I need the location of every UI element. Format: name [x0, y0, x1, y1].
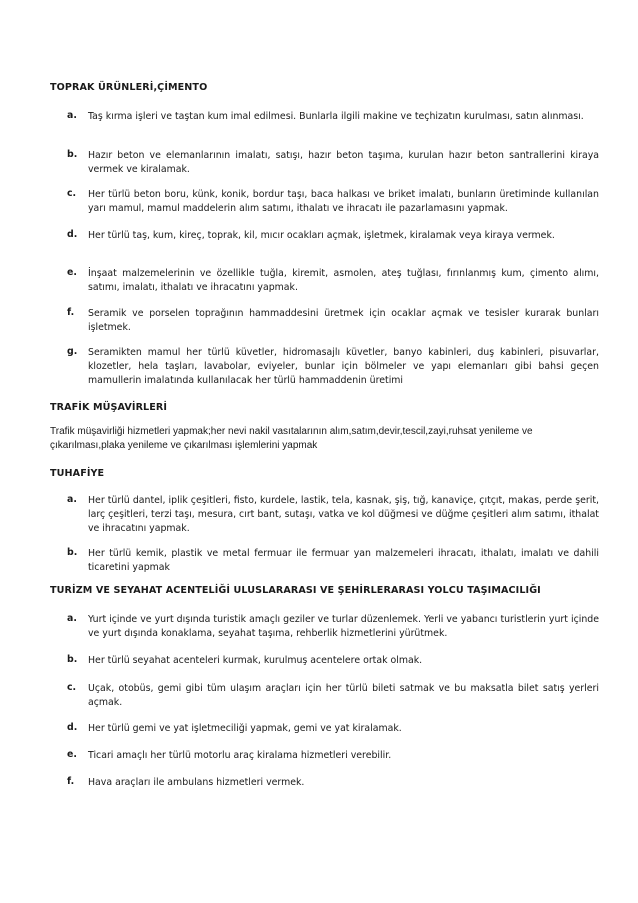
list-item	[67, 307, 599, 335]
list-item	[67, 229, 599, 243]
item-letter: f.	[67, 776, 75, 787]
section-heading-turizm: TURİZM VE SEYAHAT ACENTELİĞİ ULUSLARARASI VE ŞEHİRLERARASI YOLCU TAŞIMACILIĞI	[50, 585, 541, 596]
item-text: İnşaat malzemelerinin ve özellikle tuğla, kiremit, asmolen, ateş tuğlası, fırınlanmış kum, çimento alımı, satımı, imalatı, ithalatı ve ihracatını yapmak.	[88, 268, 599, 293]
list-item	[67, 654, 599, 668]
item-text: Her türlü seyahat acenteleri kurmak, kurulmuş acentelere ortak olmak.	[88, 655, 423, 666]
section-heading-tuhafiye: TUHAFİYE	[50, 468, 105, 479]
section-heading-trafik: TRAFİK MÜŞAVİRLERİ	[50, 402, 168, 413]
list-item	[67, 722, 599, 736]
list-item	[67, 749, 599, 763]
list-item	[67, 110, 599, 124]
list-item	[67, 494, 599, 536]
item-letter: b.	[67, 149, 78, 160]
list-item	[67, 346, 599, 388]
item-letter: c.	[67, 682, 77, 693]
item-text: Hazır beton ve elemanlarının imalatı, satışı, hazır beton taşıma, kurulan hazır beton santrallerini kiraya vermek ve kiralamak.	[88, 150, 599, 175]
item-letter: d.	[67, 722, 78, 733]
item-text: Her türlü dantel, iplik çeşitleri, fisto, kurdele, lastik, tela, kasnak, şiş, tığ, kanaviçe, çıtçıt, makas, perde şerit, larç çeşitleri, terzi taşı, mesura, cırt bant, sutaşı, vatka ve kol düğmesi ve düğme çeşitleri alım satımı, ithalat ve ihracatını yapmak.	[88, 495, 599, 534]
section-paragraph: Trafik müşavirliği hizmetleri yapmak;her nevi nakil vasıtalarının alım,satım,devir,tescil,zayi,ruhsat yenileme ve çıkarılması,plaka yenileme ve çıkarılması işlemlerini yapmak	[50, 426, 533, 451]
item-text: Her türlü beton boru, künk, konik, bordur taşı, baca halkası ve briket imalatı, bunların üretiminde kullanılan yarı mamul, mamul maddelerin alım satımı, ithalatı ve ihracatı ile pazarlamasını yapmak.	[88, 189, 599, 214]
item-letter: e.	[67, 749, 77, 760]
section-heading-toprak: TOPRAK ÜRÜNLERİ,ÇİMENTO	[50, 82, 208, 93]
item-letter: a.	[67, 613, 77, 624]
list-item	[67, 547, 599, 575]
item-text: Yurt içinde ve yurt dışında turistik amaçlı geziler ve turlar düzenlemek. Yerli ve yabancı turistlerin yurt içinde ve yurt dışında konaklama, seyahat taşıma, rehberlik hizmetlerini yürütmek.	[88, 614, 599, 639]
item-text: Uçak, otobüs, gemi gibi tüm ulaşım araçları için her türlü bileti satmak ve bu maksatla bilet satış yerleri açmak.	[88, 683, 599, 708]
list-item	[67, 776, 599, 790]
item-text: Her türlü taş, kum, kireç, toprak, kil, mıcır ocakları açmak, işletmek, kiralamak veya kiraya vermek.	[88, 230, 555, 241]
item-letter: f.	[67, 307, 75, 318]
item-letter: b.	[67, 547, 78, 558]
item-letter: b.	[67, 654, 78, 665]
item-text: Her türlü kemik, plastik ve metal fermuar ile fermuar yan malzemeleri ihracatı, ithalatı, imalatı ve dahili ticaretini yapmak	[88, 548, 599, 573]
item-letter: a.	[67, 110, 77, 121]
item-text: Her türlü gemi ve yat işletmeciliği yapmak, gemi ve yat kiralamak.	[88, 723, 402, 734]
item-text: Seramik ve porselen toprağının hammaddesini üretmek için ocaklar açmak ve tesisler kurarak bunları işletmek.	[88, 308, 599, 333]
item-letter: e.	[67, 267, 77, 278]
item-letter: a.	[67, 494, 77, 505]
list-item	[67, 188, 599, 216]
list-item	[67, 682, 599, 710]
item-letter: c.	[67, 188, 77, 199]
item-text: Taş kırma işleri ve taştan kum imal edilmesi. Bunlarla ilgili makine ve teçhizatın kurulması, satın alınması.	[88, 111, 584, 122]
item-letter: d.	[67, 229, 78, 240]
list-item	[67, 149, 599, 177]
list-item	[67, 267, 599, 295]
item-text: Hava araçları ile ambulans hizmetleri vermek.	[88, 777, 305, 788]
item-text: Seramikten mamul her türlü küvetler, hidromasajlı küvetler, banyo kabinleri, duş kabinleri, pisuvarlar, klozetler, hela taşları, lavabolar, eviyeler, bunlar için bölmeler ve yapı elemanları gibi bahsi geçen mamullerin imalatında kullanılacak her türlü hammaddenin üretimi	[88, 347, 599, 386]
item-text: Ticari amaçlı her türlü motorlu araç kiralama hizmetleri verebilir.	[88, 750, 392, 761]
item-letter: g.	[67, 346, 78, 357]
list-item	[67, 613, 599, 641]
